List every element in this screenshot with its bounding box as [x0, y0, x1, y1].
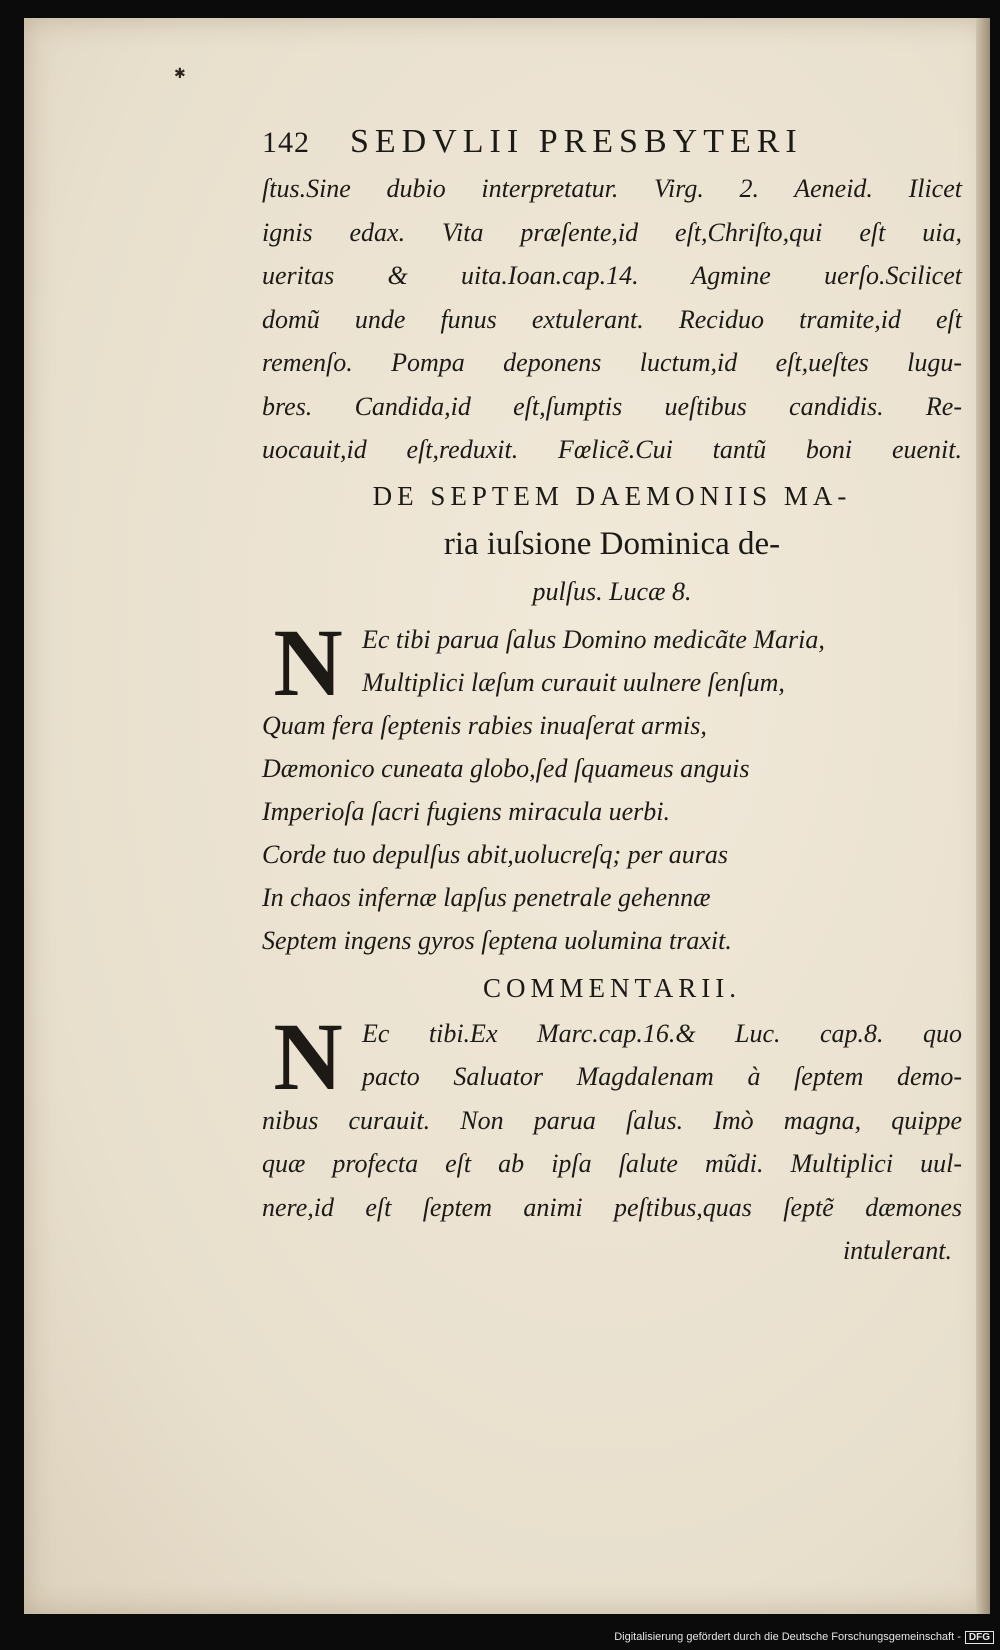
text-line: remenſo. Pompa deponens luctum,id eſt,ueſtes lugu- [262, 348, 962, 377]
commentary-title: COMMENTARII. [482, 972, 742, 1003]
verse-line: Quam fera ſeptenis rabies inuaſerat armis, [262, 710, 707, 740]
running-head [262, 123, 962, 161]
text-line: bres. Candida,id eſt,ſumptis ueſtibus candidis. Re- [262, 391, 962, 421]
section-heading [262, 472, 962, 616]
commentary-line: Ec tibi.Ex Marc.cap.16.& Luc. cap.8. quo [362, 1018, 962, 1048]
verse-line: Septem ingens gyros ſeptena uolumina traxit. [262, 925, 732, 955]
drop-cap-initial: N [273, 608, 343, 716]
footer-text: Digitalisierung gefördert durch die Deutsche Forschungsgemeinschaft - [614, 1631, 961, 1643]
verse-line: Multiplici læſum curauit uulnere ſenſum, [362, 667, 785, 697]
verse-block [262, 608, 962, 962]
text-line: uocauit,id eſt,reduxit. Fœlicẽ.Cui tantũ boni euenit. [262, 435, 962, 464]
ink-mark: ✱ [174, 66, 186, 82]
verse-line: Corde tuo depulſus abit,uolucreſq; per auras [262, 839, 729, 869]
page-text-block [262, 123, 962, 1272]
commentary-line: nibus curauit. Non parua ſalus. Imò magna, quippe [262, 1105, 962, 1135]
book-page [24, 18, 990, 1614]
text-line: domũ unde funus extulerant. Reciduo tramite,id eſt [262, 304, 962, 334]
drop-cap-initial: N [273, 1002, 343, 1110]
heading-line-3: pulſus. Lucæ 8. [532, 576, 692, 606]
heading-line-1: DE SEPTEM DAEMONIIS MA- [372, 480, 852, 511]
commentary-line: nere,id eſt ſeptem animi peſtibus,quas ſeptẽ dæmones [262, 1192, 962, 1222]
commentary-line: quæ profecta eſt ab ipſa ſalute mũdi. Multiplici uul- [262, 1149, 962, 1178]
paragraph-top [262, 167, 962, 472]
verse-line: Dæmonico cuneata globo,ſed ſquameus anguis [262, 753, 750, 783]
digitization-footer [0, 1624, 1000, 1650]
catchword-line: intulerant. [842, 1236, 952, 1265]
commentary-line: pacto Saluator Magdalenam à ſeptem demo- [362, 1062, 962, 1091]
text-line: ignis edax. Vita præſente,id eſt,Chriſto,qui eſt uia, [262, 217, 962, 247]
text-line: ſtus.Sine dubio interpretatur. Virg. 2. Aeneid. Ilicet [262, 174, 962, 203]
verse-line: In chaos infernæ lapſus penetrale gehennæ [262, 882, 711, 912]
verse-line: Ec tibi parua ſalus Domino medicãte Maria, [362, 624, 825, 654]
commentary-block [262, 1002, 962, 1273]
verse-line: Imperioſa ſacri fugiens miracula uerbi. [262, 796, 671, 826]
text-line: ueritas & uita.Ioan.cap.14. Agmine uerſo.Scilicet [262, 261, 962, 290]
running-title: SEDVLII PRESBYTERI [350, 123, 803, 160]
page-spine-edge [976, 18, 990, 1614]
heading-line-2: ria iuſsione Dominica de- [443, 525, 781, 562]
page-number: 142 [262, 126, 310, 159]
dfg-badge: DFG [965, 1631, 994, 1644]
